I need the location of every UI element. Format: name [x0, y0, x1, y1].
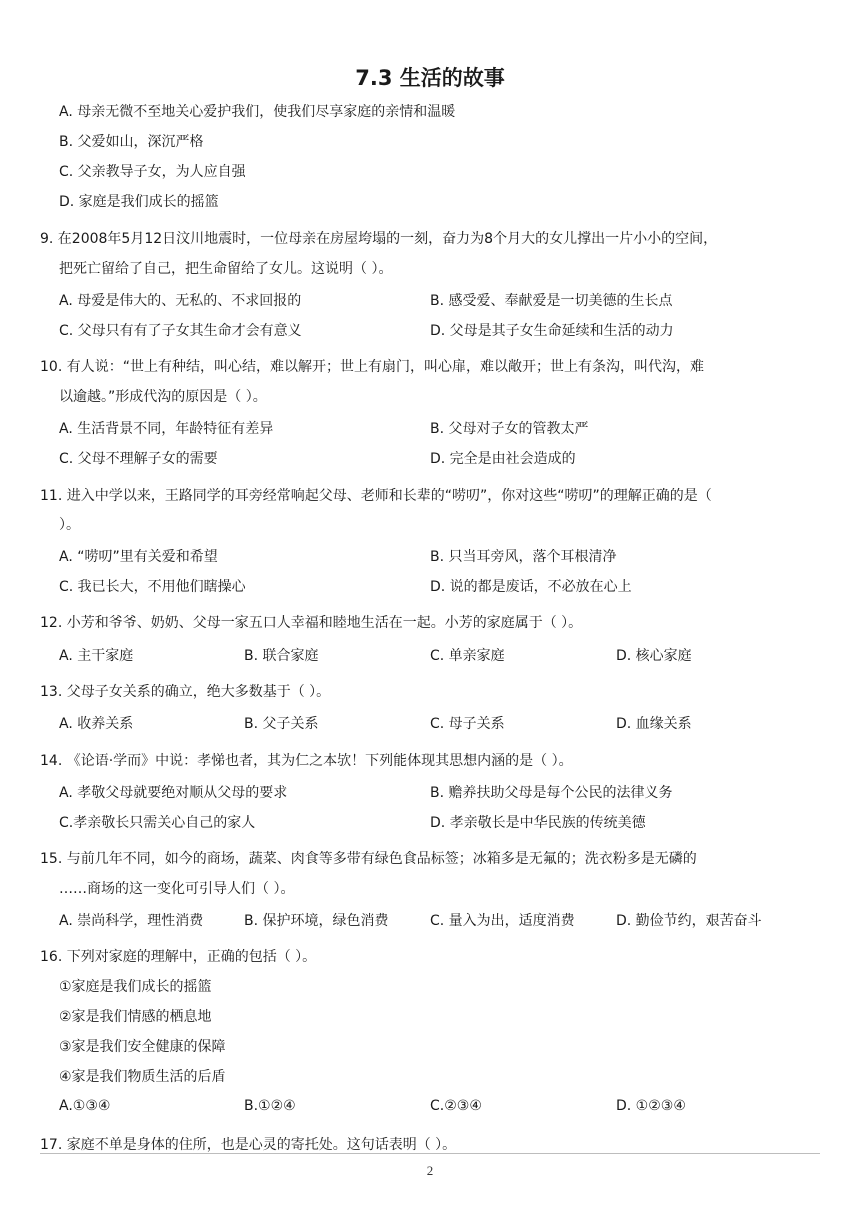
option-d: D. 血缘关系 [616, 716, 692, 732]
question-stem: 11. 进入中学以来，王路同学的耳旁经常响起父母、老师和长辈的“唠叨”，你对这些“唠叨”的理解正确的是（ [40, 488, 712, 504]
statement-item: ②家是我们情感的栖息地 [59, 1009, 212, 1025]
option-d: D. 家庭是我们成长的摇篮 [59, 194, 219, 210]
question-stem: 17. 家庭不单是身体的住所，也是心灵的寄托处。这句话表明（ ）。 [40, 1137, 457, 1153]
option-d: D. 孝亲敬长是中华民族的传统美德 [430, 815, 646, 831]
option-b: B. 感受爱、奉献爱是一切美德的生长点 [430, 293, 673, 309]
option-d: D. 勤俭节约，艰苦奋斗 [616, 913, 762, 929]
option-b: B. 保护环境，绿色消费 [244, 913, 389, 929]
question-stem: 以逾越。”形成代沟的原因是（ ）。 [59, 389, 267, 405]
question-stem: ……商场的这一变化可引导人们（ ）。 [59, 881, 295, 897]
option-a: A. 崇尚科学，理性消费 [59, 913, 204, 929]
option-d: D. 完全是由社会造成的 [430, 451, 576, 467]
question-stem: 16. 下列对家庭的理解中，正确的包括（ ）。 [40, 949, 317, 965]
option-c: C.②③④ [430, 1098, 482, 1114]
option-a: A. 主干家庭 [59, 648, 134, 664]
question-stem: ）。 [59, 517, 80, 533]
option-c: C. 单亲家庭 [430, 648, 505, 664]
statement-item: ③家是我们安全健康的保障 [59, 1039, 226, 1055]
option-b: B. 联合家庭 [244, 648, 319, 664]
statement-item: ①家庭是我们成长的摇篮 [59, 979, 212, 995]
option-a: A. 母亲无微不至地关心爱护我们，使我们尽享家庭的亲情和温暖 [59, 104, 456, 120]
option-b: B. 父子关系 [244, 716, 319, 732]
question-stem: 把死亡留给了自己，把生命留给了女儿。这说明（ ）。 [59, 261, 393, 277]
option-a: A. 生活背景不同，年龄特征有差异 [59, 421, 274, 437]
option-c: C. 父母只有有了子女其生命才会有意义 [59, 323, 302, 339]
option-b: B. 父母对子女的管教太严 [430, 421, 589, 437]
question-stem: 12. 小芳和爷爷、奶奶、父母一家五口人幸福和睦地生活在一起。小芳的家庭属于（ ）。 [40, 615, 583, 631]
option-d: D. ①②③④ [616, 1098, 686, 1114]
footer-divider [40, 1153, 820, 1154]
option-d: D. 父母是其子女生命延续和生活的动力 [430, 323, 674, 339]
question-stem: 13. 父母子女关系的确立，绝大多数基于（ ）。 [40, 684, 331, 700]
option-a: A.①③④ [59, 1098, 111, 1114]
statement-item: ④家是我们物质生活的后盾 [59, 1069, 226, 1085]
option-d: D. 核心家庭 [616, 648, 692, 664]
option-c: C. 父亲教导子女，为人应自强 [59, 164, 246, 180]
option-c: C. 母子关系 [430, 716, 505, 732]
option-a: A. 孝敬父母就要绝对顺从父母的要求 [59, 785, 288, 801]
question-stem: 10. 有人说：“世上有种结，叫心结，难以解开；世上有扇门，叫心扉，难以敞开；世上有条沟，叫代沟，难 [40, 359, 704, 375]
option-b: B.①②④ [244, 1098, 296, 1114]
page-title: 7.3 生活的故事 [355, 66, 505, 90]
question-stem: 9. 在2008年5月12日汶川地震时，一位母亲在房屋垮塌的一刻，奋力为8个月大的女儿撑出一片小小的空间， [40, 231, 718, 247]
option-c: C. 我已长大，不用他们瞎操心 [59, 579, 246, 595]
option-c: C. 量入为出，适度消费 [430, 913, 575, 929]
option-a: A. 收养关系 [59, 716, 134, 732]
option-b: B. 父爱如山，深沉严格 [59, 134, 204, 150]
option-c: C. 父母不理解子女的需要 [59, 451, 218, 467]
option-b: B. 只当耳旁风，落个耳根清净 [430, 549, 617, 565]
page-number: 2 [426, 1163, 434, 1178]
option-a: A. 母爱是伟大的、无私的、不求回报的 [59, 293, 302, 309]
option-c: C.孝亲敬长只需关心自己的家人 [59, 815, 256, 831]
question-stem: 15. 与前几年不同，如今的商场，蔬菜、肉食等多带有绿色食品标签；冰箱多是无氟的；洗衣粉多是无磷的 [40, 851, 697, 867]
question-stem: 14. 《论语·学而》中说：孝悌也者，其为仁之本欤！下列能体现其思想内涵的是（ ）。 [40, 753, 573, 769]
option-b: B. 赡养扶助父母是每个公民的法律义务 [430, 785, 673, 801]
option-a: A. “唠叨”里有关爱和希望 [59, 549, 218, 565]
option-d: D. 说的都是废话，不必放在心上 [430, 579, 632, 595]
